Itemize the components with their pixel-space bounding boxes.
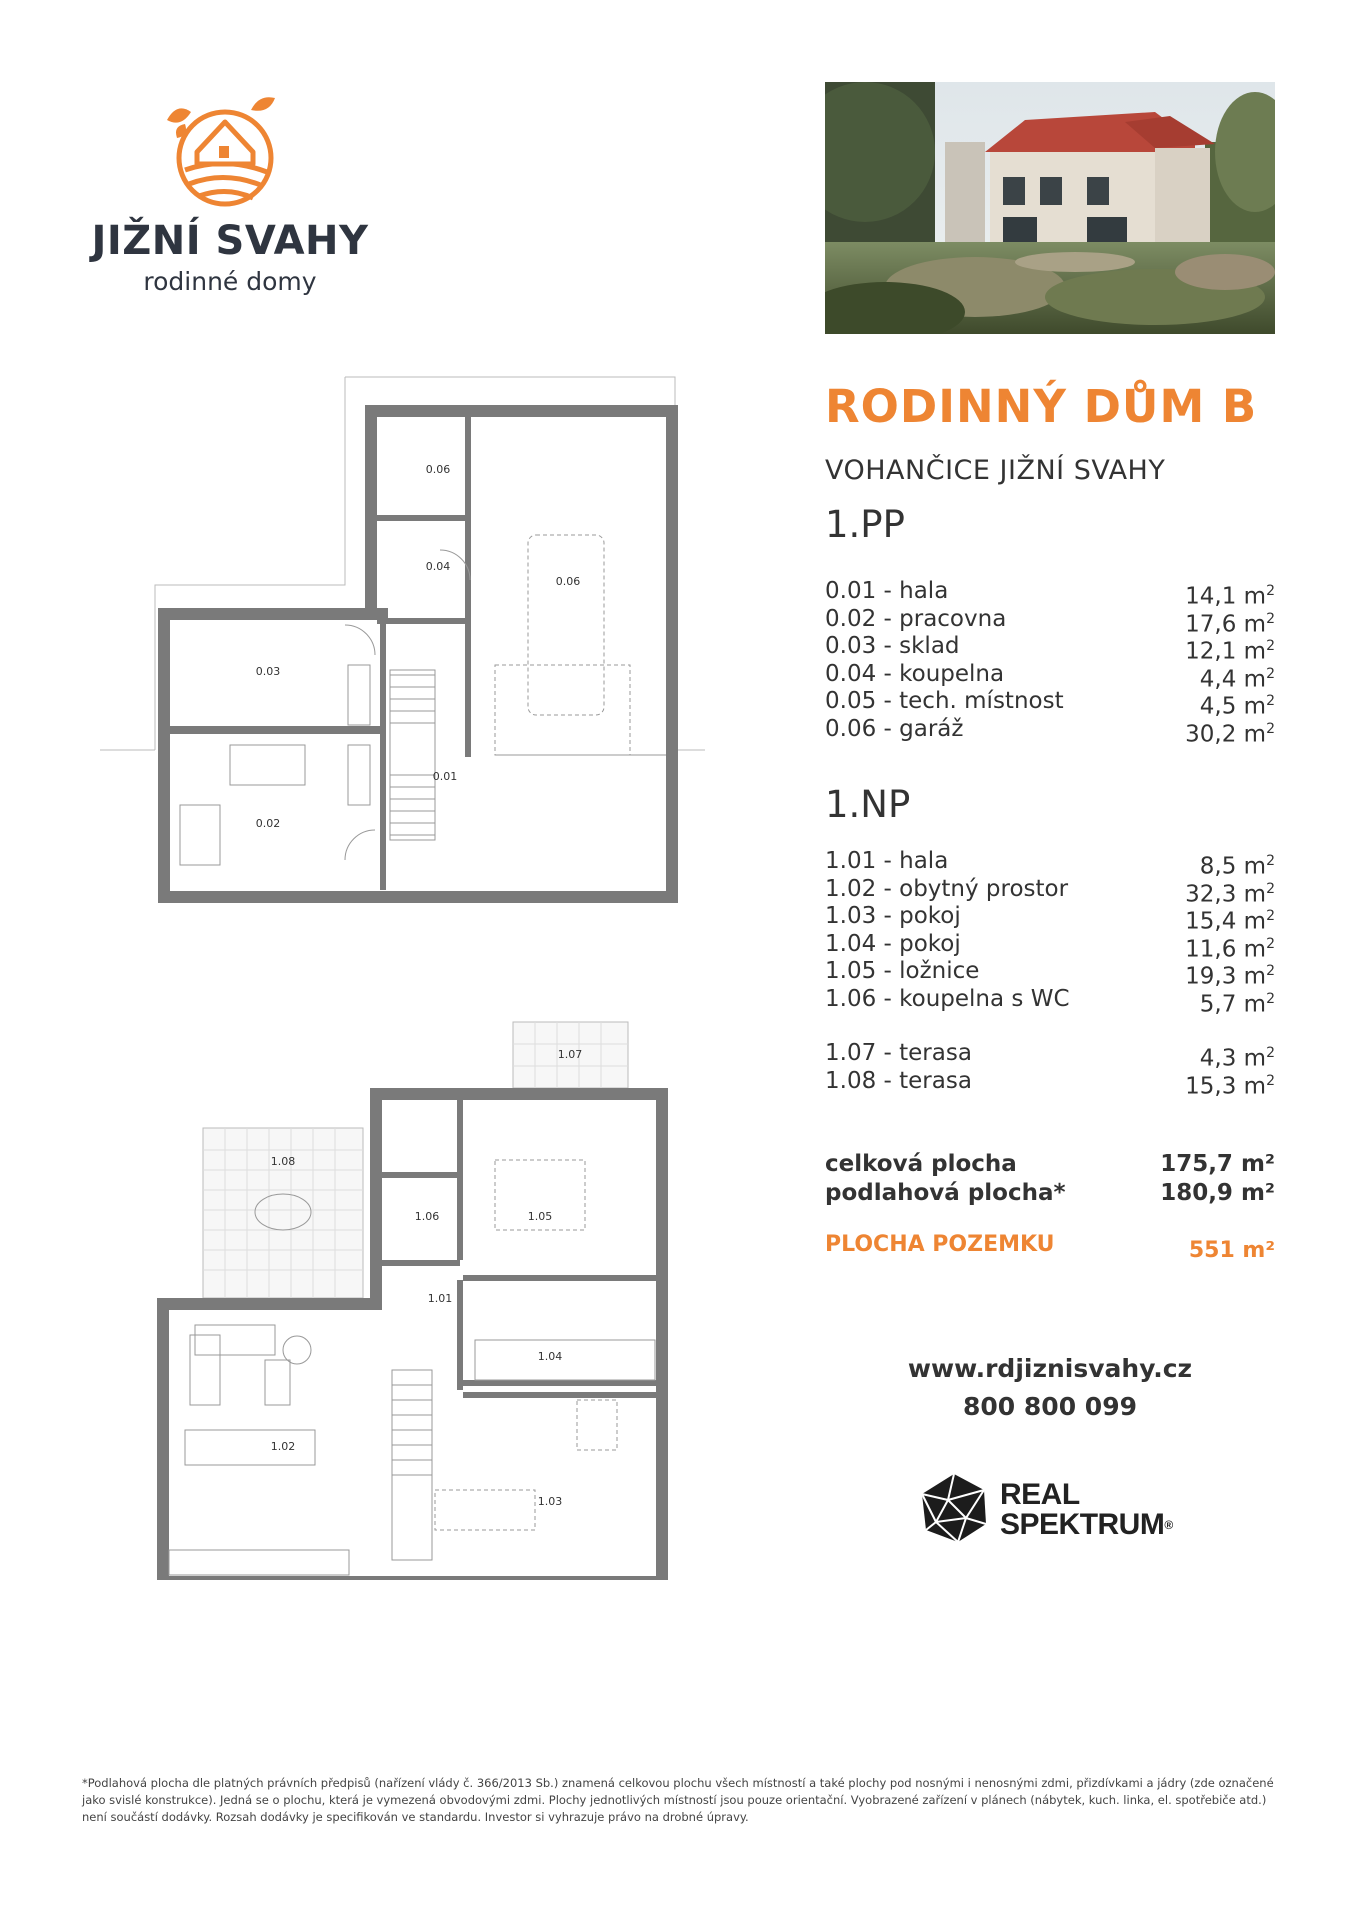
brand-title: JIŽNÍ SVAHY	[91, 218, 369, 264]
terrace-list	[825, 1040, 1275, 1100]
room-list-pp	[825, 578, 1275, 748]
floor-area-value: 180,9 m²	[1160, 1180, 1275, 1206]
land-area-value: 551 m²	[1188, 1238, 1275, 1263]
room-row: 1.06 - koupelna s WC 5,7 $m^2$	[825, 985, 1275, 1018]
room-label-0-06: 0.06	[555, 575, 581, 588]
room-row: 0.02 - pracovna 17,6 $m^2$	[825, 605, 1275, 638]
room-row: 0.01 - hala 14,1 $m^2$	[825, 578, 1275, 610]
room-row: 0.03 - sklad 12,1 $m^2$	[825, 633, 1275, 665]
land-area-label: PLOCHA POZEMKU	[825, 1232, 1055, 1257]
room-label-0-02: 0.02	[255, 817, 281, 830]
house-leaf-icon	[155, 90, 285, 210]
house-title: RODINNÝ DŮM B	[825, 380, 1258, 433]
land-area	[825, 1232, 1275, 1263]
room-row: 0.06 - garáž 30,2 $m^2$	[825, 715, 1275, 748]
room-label-1-08: 1.08	[270, 1155, 296, 1168]
total-area-label: celková plocha	[825, 1151, 1017, 1177]
room-label-1-07: 1.07	[557, 1048, 583, 1061]
house-rendering-image	[825, 82, 1275, 334]
floor-plan-pp	[100, 375, 720, 935]
room-row: 0.04 - koupelna 4,4 $m^2$	[825, 660, 1275, 693]
floor-title-np: 1.NP	[825, 783, 911, 826]
totals	[825, 1150, 1275, 1208]
room-row: 1.05 - ložnice 19,3 $m^2$	[825, 958, 1275, 990]
room-row: 1.03 - pokoj 15,4 $m^2$	[825, 903, 1275, 935]
floor-area-label: podlahová plocha*	[825, 1180, 1066, 1206]
room-row: 1.07 - terasa 4,3 $m^2$	[825, 1040, 1275, 1072]
room-row: 0.05 - tech. místnost 4,5 $m^2$	[825, 688, 1275, 720]
geodesic-sphere-icon	[918, 1472, 990, 1544]
room-row: 1.02 - obytný prostor 32,3 $m^2$	[825, 875, 1275, 908]
room-row: 1.08 - terasa 15,3 $m^2$	[825, 1067, 1275, 1100]
room-label-0-05: 0.06	[425, 463, 451, 476]
room-label-1-02: 1.02	[270, 1440, 296, 1453]
room-label-1-01: 1.01	[427, 1292, 453, 1305]
room-label-1-06: 1.06	[414, 1210, 440, 1223]
room-list-np	[825, 848, 1275, 1018]
room-label-0-03: 0.03	[255, 665, 281, 678]
brand-subtitle: rodinné domy	[143, 267, 317, 296]
website-link[interactable]: www.rdjiznisvahy.cz	[907, 1354, 1193, 1383]
phone-number[interactable]: 800 800 099	[963, 1392, 1137, 1421]
room-label-0-04: 0.04	[425, 560, 451, 573]
house-location: VOHANČICE JIŽNÍ SVAHY	[825, 455, 1166, 486]
total-area-value: 175,7 m²	[1160, 1151, 1275, 1177]
room-label-1-04: 1.04	[537, 1350, 563, 1363]
floor-plan-np	[145, 1020, 685, 1580]
room-row: 1.01 - hala 8,5 $m^2$	[825, 848, 1275, 880]
floor-title-pp: 1.PP	[825, 503, 905, 546]
room-row: 1.04 - pokoj 11,6 $m^2$	[825, 930, 1275, 963]
developer-logo-text: REAL SPEKTRUM®	[1000, 1478, 1173, 1541]
footnote: *Podlahová plocha dle platných právních předpisů (nařízení vlády č. 366/2013 Sb.) znamená celkovou plochu všech místností a také plochy pod nosnými i nenosnými zdmi, přizdívkami a jádry (zde označené jako svislé konstrukce). Jedná se o plochu, která je vymezená obvodovými zdmi. Plochy jednotlivých místností jsou pouze orientační. Vyobrazené zařízení v plánech (nábytek, kuch. linka, el. spotřebiče atd.) není součástí dodávky. Rozsah dodávky je specifikován ve standardu. Investor si vyhrazuje právo na drobné úpravy.	[82, 1776, 1274, 1824]
room-label-1-05: 1.05	[527, 1210, 553, 1223]
room-label-1-03: 1.03	[537, 1495, 563, 1508]
room-label-0-01: 0.01	[432, 770, 458, 783]
